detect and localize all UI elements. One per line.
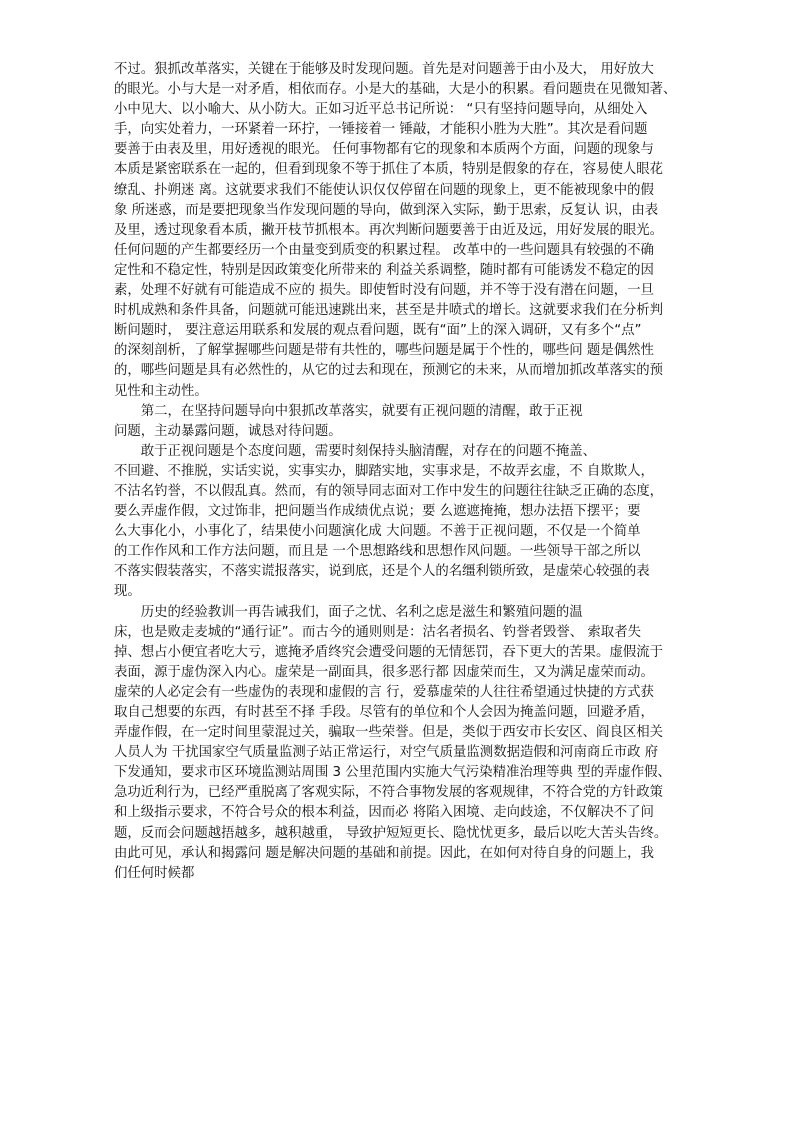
text-line: 的，哪些问题是具有必然性的，从它的过去和现在，预测它的未来，从而增加抓改革落实的预 — [114, 363, 664, 379]
text-line: 历史的经验教训一再告诫我们，面子之忧、名利之虑是滋生和繁殖问题的温 — [114, 604, 583, 620]
text-line: 不过。狠抓改革落实，关键在于能够及时发现问题。首先是对问题善于由小及大， 用好放大 — [114, 62, 654, 77]
text-line: 题，反而会问题越捂越多，越积越重， 导致护短短更长、隐忧忧更多，最后以吃大苦头告终。 — [114, 825, 668, 841]
text-line — [114, 904, 698, 924]
text-line: 现。 — [114, 584, 141, 600]
text-line: 象 所迷惑，而是要把现象当作发现问题的导向，做到深入实际，勤于思索，反复认 识，由表 — [114, 202, 659, 218]
text-line: 本质是紧密联系在一起的，但看到现象不等于抓住了本质，特别是假象的存在，容易使人眼花 — [114, 162, 664, 178]
text-line: 素，处理不好就有可能造成不应的 损失。即使暂时没有问题，并不等于没有潜在问题，一旦 — [114, 283, 654, 299]
text-line: 及里，透过现象看本质，撇开枝节抓根本。再次判断问题要善于由近及远，用好发展的眼光。 — [114, 222, 664, 238]
text-line: 人员人为 干扰国家空气质量监测子站正常运行，对空气质量监测数据造假和河南商丘市政 府 — [114, 745, 659, 761]
text-line: 不回避、不推脱，实话实说，实事实办，脚踏实地，实事求是，不故弄玄虚，不 自欺欺人， — [114, 463, 654, 479]
text-line: 敢于正视问题是个态度问题，需要时刻保持头脑清醒，对存在的问题不掩盖、 — [114, 443, 597, 459]
text-line: 的深刻剖析，了解掌握哪些问题是带有共性的，哪些问题是属于个性的，哪些问 题是偶然性 — [114, 343, 654, 359]
text-line: 时机成熟和条件具备，问题就可能迅速跳出来，甚至是井喷式的增长。这就要求我们在分析判 — [114, 303, 664, 319]
text-line: 虚荣的人必定会有一些虚伪的表现和虚假的言 行，爱慕虚荣的人往往希望通过快捷的方式获 — [114, 684, 654, 700]
text-line: 取自己想要的东西，有时甚至不择 手段。尽管有的单位和个人会因为掩盖问题，回避矛盾， — [114, 705, 654, 720]
text-line: 要善于由表及里，用好透视的眼光。 任何事物都有它的现象和本质两个方面，问题的现象与 — [114, 142, 654, 158]
text-line: 床，也是败走麦城的“通行证”。而古今的通则则是：沽名者损名、钓誉者毁誉、 索取者失 — [114, 624, 641, 640]
text-line: 缭乱、扑朔迷 离。这就要求我们不能使认识仅仅停留在问题的现象上，更不能被现象中的假 — [114, 182, 654, 198]
text-line: 的眼光。小与大是一对矛盾，相依而存。小是大的基础，大是小的积累。看问题贵在见微知著、 — [114, 82, 677, 98]
text-line: 掉、想占小便宜者吃大亏，遮掩矛盾终究会遭受问题的无情惩罚，吞下更大的苦果。虚假流于 — [114, 644, 664, 660]
text-line: 表面，源于虚伪深入内心。虚荣是一副面具，很多恶行都 因虚荣而生，又为满足虚荣而动。 — [114, 664, 654, 680]
text-line: 由此可见，承认和揭露问 题是解决问题的基础和前提。因此，在如何对待自身的问题上，我 — [114, 845, 654, 861]
text-line: 第二，在坚持问题导向中狠抓改革落实，就要有正视问题的清醒，敢于正视 — [114, 403, 583, 419]
text-line: 任何问题的产生都要经历一个由量变到质变的积累过程。 改革中的一些问题具有较强的不确 — [114, 242, 654, 258]
text-line: 么大事化小，小事化了，结果使小问题演化成 大问题。不善于正视问题，不仅是一个简单 — [114, 524, 641, 540]
document-page — [114, 60, 698, 924]
text-line: 急功近利行为，已经严重脱离了客观实际，不符合事物发展的客观规律，不符合党的方针政策 — [114, 785, 664, 801]
text-line: 下发通知，要求市区环境监测站周围 3 公里范围内实施大气污染精准治理等典 型的弄虚作假、 — [114, 765, 671, 781]
text-line: 要么弄虚作假，文过饰非，把问题当作成绩优点说；要 么遮遮掩掩，想办法捂下摆平；要 — [114, 504, 641, 520]
text-line: 们任何时候都 — [114, 865, 195, 881]
text-line — [114, 884, 698, 904]
text-line: 问题，主动暴露问题，诚恳对待问题。 — [114, 423, 342, 439]
text-line: 不沽名钓誉，不以假乱真。然而，有的领导同志面对工作中发生的问题往往缺乏正确的态度， — [114, 483, 664, 499]
text-line: 的工作作风和工作方法问题，而且是 一个思想路线和思想作风问题。一些领导干部之所以 — [114, 544, 641, 560]
text-line: 不落实假装落实，不落实谎报落实，说到底，还是个人的名缰利锁所致，是虚荣心较强的表 — [114, 564, 650, 580]
text-line: 和上级指示要求，不符合号众的根本利益，因而必 将陷入困境、走向歧途，不仅解决不了问 — [114, 805, 654, 821]
text-line: 定性和不稳定性，特别是因政策变化所带来的 利益关系调整，随时都有可能诱发不稳定的因 — [114, 262, 654, 278]
text-line: 弄虚作假，在一定时间里蒙混过关，骗取一些荣誉。但是，类似于西安市长安区、阎良区相关 — [114, 725, 664, 741]
text-line: 见性和主动性。 — [114, 383, 208, 399]
text-line: 手，向实处着力，一环紧着一环拧，一锤接着一 锤敲，才能积小胜为大胜”。其次是看问题 — [114, 122, 648, 138]
text-line: 小中见大、以小喻大、从小防大。正如习近平总书记所说： “只有坚持问题导向，从细处入 — [114, 102, 648, 118]
text-line: 断问题时， 要注意运用联系和发展的观点看问题，既有“面”上的深入调研，又有多个“点” — [114, 323, 642, 339]
